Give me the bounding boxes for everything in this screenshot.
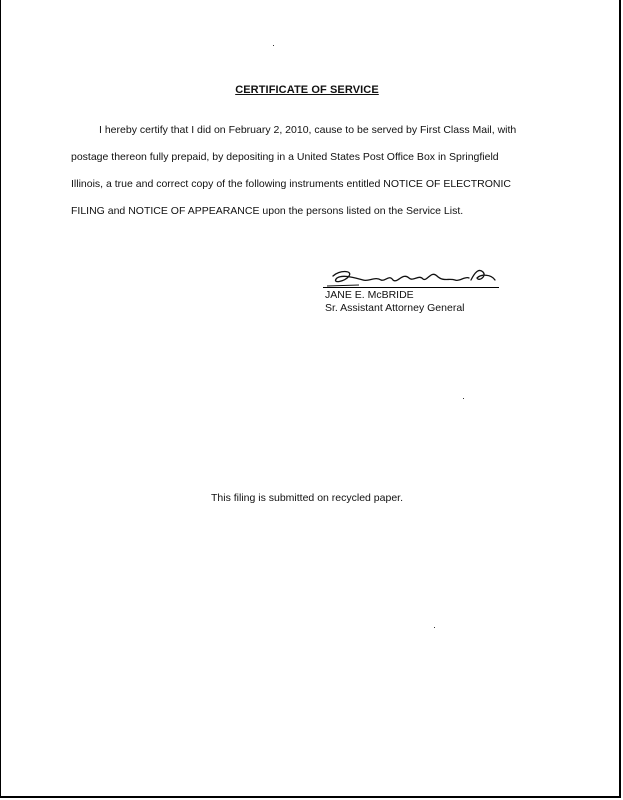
- document-title: CERTIFICATE OF SERVICE: [235, 84, 379, 96]
- signer-title: Sr. Assistant Attorney General: [325, 302, 465, 314]
- scan-speck: [434, 627, 435, 628]
- body-line-3: Illinois, a true and correct copy of the following instruments entitled NOTICE OF ELECTRONIC: [71, 178, 512, 190]
- body-line-1: I hereby certify that I did on February 2, 2010, cause to be served by First Class Mail, with: [99, 124, 517, 136]
- body-line-4: FILING and NOTICE OF APPEARANCE upon the persons listed on the Service List.: [71, 205, 464, 217]
- signature-line: [323, 287, 499, 288]
- footer-note: This filing is submitted on recycled paper.: [210, 492, 403, 504]
- signer-name: JANE E. McBRIDE: [325, 289, 414, 301]
- scan-speck: [273, 45, 274, 46]
- body-line-2: postage thereon fully prepaid, by depositing in a United States Post Office Box in Springfield: [71, 151, 499, 163]
- scan-speck: [463, 398, 464, 399]
